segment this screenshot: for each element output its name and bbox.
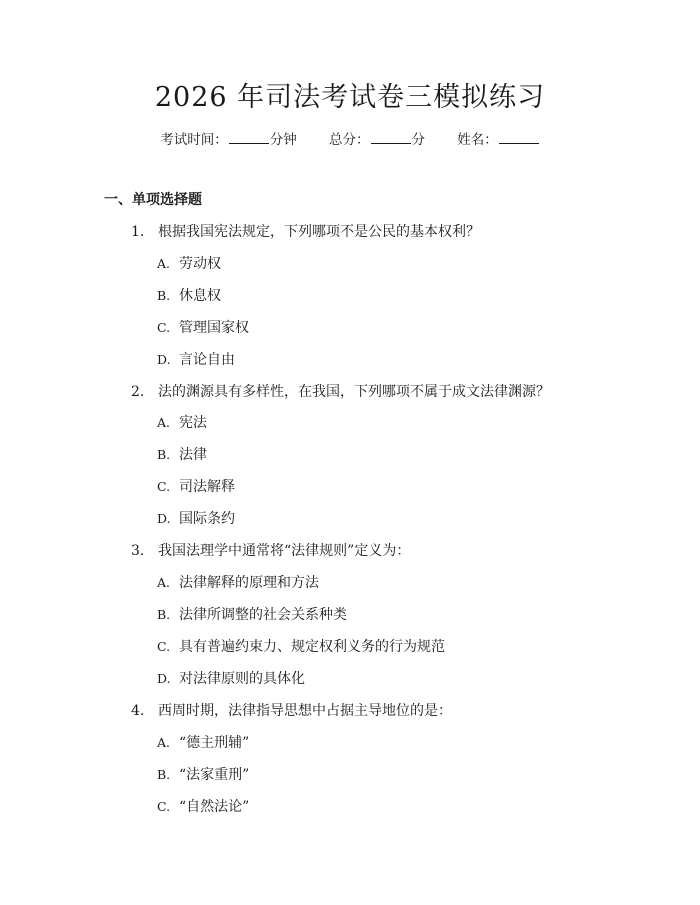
option-letter: B. [157,767,171,782]
name-blank [499,130,539,144]
section-title: 一、单项选择题 [104,192,202,208]
option-letter: A. [157,256,171,271]
option-text: 具有普遍约束力、规定权利义务的行为规范 [179,639,445,655]
question-3 [131,541,410,561]
question-number: 1. [131,224,145,240]
option-letter: B. [157,607,171,622]
option-text: 管理国家权 [179,320,249,336]
question-1 [131,222,480,242]
question-text: 西周时期，法律指导思想中占据主导地位的是： [158,703,452,719]
score-label: 总分： [329,132,370,148]
option-2b [157,445,207,465]
option-1a [157,254,221,274]
question-text: 我国法理学中通常将“法律规则”定义为： [158,543,411,559]
option-letter: D. [157,352,171,367]
option-3b [157,605,347,625]
option-letter: D. [157,671,171,686]
question-4 [131,701,452,721]
option-text: 法律 [179,447,207,463]
option-text: 对法律原则的具体化 [179,671,305,687]
question-text: 根据我国宪法规定，下列哪项不是公民的基本权利？ [158,224,480,240]
option-text: “法家重刑” [179,767,250,783]
option-letter: A. [157,575,171,590]
option-2a [157,413,207,433]
time-blank [229,130,269,144]
option-text: “自然法论” [179,799,250,815]
option-letter: A. [157,735,171,750]
option-text: 休息权 [179,288,221,304]
exam-meta-line [0,130,700,150]
option-text: 司法解释 [179,479,235,495]
question-number: 3. [131,543,145,559]
option-letter: B. [157,288,171,303]
question-text: 法的渊源具有多样性，在我国，下列哪项不属于成文法律渊源？ [158,384,550,400]
question-2 [131,382,550,402]
option-text: 劳动权 [179,256,221,272]
option-letter: C. [157,639,171,654]
score-blank [371,130,411,144]
option-3d [157,669,305,689]
option-text: “德主刑辅” [179,735,250,751]
name-field [457,130,540,150]
option-1b [157,286,221,306]
option-letter: D. [157,511,171,526]
time-unit: 分钟 [269,132,297,148]
total-score-field [329,130,425,150]
score-unit: 分 [411,132,425,148]
exam-title: 2026 年司法考试卷三模拟练习 [154,82,546,113]
option-letter: A. [157,415,171,430]
option-2c [157,477,235,497]
option-3a [157,573,319,593]
time-label: 考试时间： [160,132,228,148]
option-1c [157,318,249,338]
option-4c [157,797,249,817]
option-text: 法律解释的原理和方法 [179,575,319,591]
question-number: 2. [131,384,145,400]
option-text: 宪法 [179,415,207,431]
name-label: 姓名： [457,132,498,148]
option-4a [157,733,249,753]
option-text: 法律所调整的社会关系种类 [179,607,347,623]
option-letter: C. [157,799,171,814]
option-letter: B. [157,447,171,462]
option-3c [157,637,445,657]
option-2d [157,509,235,529]
option-letter: C. [157,479,171,494]
option-text: 言论自由 [179,352,235,368]
exam-time-field [160,130,297,150]
option-letter: C. [157,320,171,335]
option-text: 国际条约 [179,511,235,527]
option-4b [157,765,249,785]
option-1d [157,350,235,370]
question-number: 4. [131,703,145,719]
